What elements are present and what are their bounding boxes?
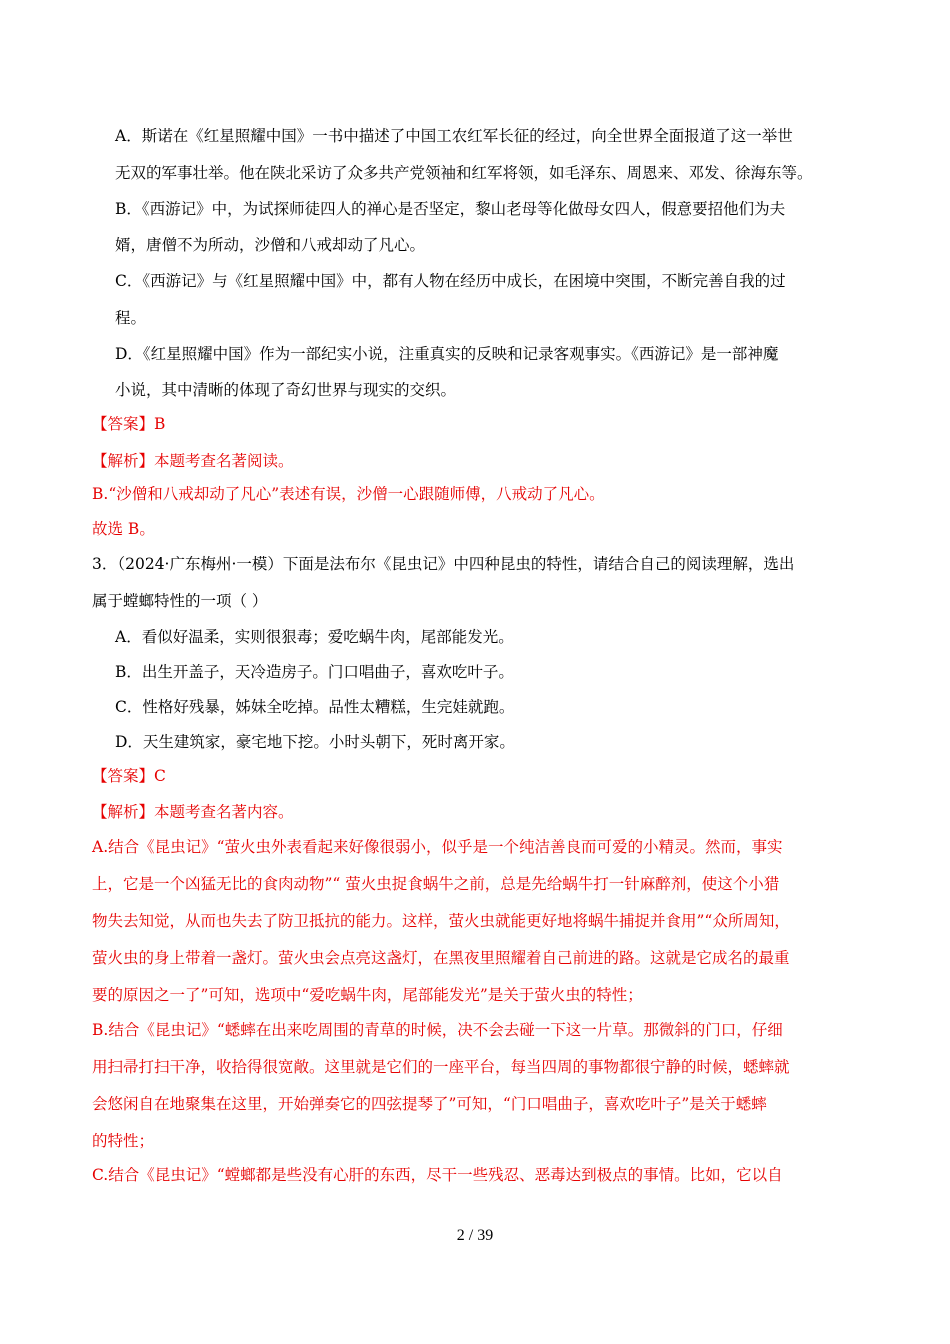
- q3-analysis-b-line: 用扫帚打扫干净，收拾得很宽敞。这里就是它们的一座平台，每当四周的事物都很宁静的时候，蟋蟀就: [92, 1058, 790, 1076]
- q2-option-a-line1: A．斯诺在《红星照耀中国》一书中描述了中国工农红军长征的经过，向全世界全面报道了这一举世: [115, 127, 793, 145]
- q3-option-b: B．出生开盖子，天冷造房子。门口唱曲子，喜欢吃叶子。: [115, 663, 514, 681]
- q3-option-a: A．看似好温柔，实则很狠毒；爱吃蜗牛肉，尾部能发光。: [115, 628, 514, 646]
- q3-analysis-label: 【解析】本题考查名著内容。: [92, 803, 294, 821]
- q3-stem-line1: 3．（2024·广东梅州·一模）下面是法布尔《昆虫记》中四种昆虫的特性，请结合自己的阅读理解，选出: [92, 555, 795, 573]
- q2-option-c-line2: 程。: [115, 309, 147, 327]
- q3-analysis-c-line1: C.结合《昆虫记》“螳螂都是些没有心肝的东西，尽干一些残忍、恶毒达到极点的事情。比如，它以自: [92, 1166, 783, 1184]
- q3-analysis-b-line: B.结合《昆虫记》“蟋蟀在出来吃周围的青草的时候，决不会去碰一下这一片草。那微斜的门口，仔细: [92, 1021, 783, 1039]
- q3-option-d: D．天生建筑家，豪宅地下挖。小时头朝下，死时离开家。: [115, 733, 515, 751]
- q2-answer-label: 【答案】B: [92, 415, 166, 433]
- q2-option-c-line1: C．《西游记》与《红星照耀中国》中，都有人物在经历中成长，在困境中突围，不断完善自我的过: [115, 272, 786, 290]
- q2-option-d-line2: 小说，其中清晰的体现了奇幻世界与现实的交织。: [115, 381, 457, 399]
- q3-option-c: C．性格好残暴，姊妹全吃掉。品性太糟糕，生完娃就跑。: [115, 698, 515, 716]
- q3-analysis-a-line: 萤火虫的身上带着一盏灯。萤火虫会点亮这盏灯，在黑夜里照耀着自己前进的路。这就是它成名的最重: [92, 949, 790, 967]
- q3-analysis-a-line: 要的原因之一了”可知，选项中“爱吃蜗牛肉，尾部能发光”是关于萤火虫的特性；: [92, 986, 643, 1004]
- q2-option-d-line1: D．《红星照耀中国》作为一部纪实小说，注重真实的反映和记录客观事实。《西游记》是一部神魔: [115, 345, 779, 363]
- q2-option-a-line2: 无双的军事壮举。他在陕北采访了众多共产党领袖和红军将领，如毛泽东、周恩来、邓发、徐海东等。: [115, 164, 813, 182]
- q3-analysis-a-line: A.结合《昆虫记》“萤火虫外表看起来好像很弱小，似乎是一个纯洁善良而可爱的小精灵。然而，事实: [92, 838, 783, 856]
- q3-analysis-b-line: 会悠闲自在地聚集在这里，开始弹奏它的四弦提琴了”可知，“门口唱曲子，喜欢吃叶子”是关于蟋蟀: [92, 1095, 767, 1113]
- q3-analysis-a-line: 上，它是一个凶猛无比的食肉动物”“ 萤火虫捉食蜗牛之前，总是先给蜗牛打一针麻醉剂，使这个小猎: [92, 875, 780, 893]
- q2-option-b-line2: 婿，唐僧不为所动，沙僧和八戒却动了凡心。: [115, 236, 426, 254]
- q2-option-b-line1: B．《西游记》中，为试探师徒四人的禅心是否坚定，黎山老母等化做母女四人，假意要招他们为夫: [115, 200, 786, 218]
- q2-analysis-label: 【解析】本题考查名著阅读。: [92, 452, 294, 470]
- q2-analysis-detail: B.“沙僧和八戒却动了凡心”表述有误，沙僧一心跟随师傅，八戒动了凡心。: [92, 485, 605, 503]
- q3-analysis-b-line: 的特性；: [92, 1132, 155, 1150]
- q2-conclusion: 故选 B。: [92, 520, 155, 538]
- page-number: 2 / 39: [456, 1227, 494, 1244]
- q3-answer-label: 【答案】C: [92, 767, 166, 785]
- q3-stem-line2: 属于螳螂特性的一项（ ）: [92, 592, 268, 610]
- q3-analysis-a-line: 物失去知觉，从而也失去了防卫抵抗的能力。这样，萤火虫就能更好地将蜗牛捕捉并食用”“众所周知，: [92, 912, 790, 930]
